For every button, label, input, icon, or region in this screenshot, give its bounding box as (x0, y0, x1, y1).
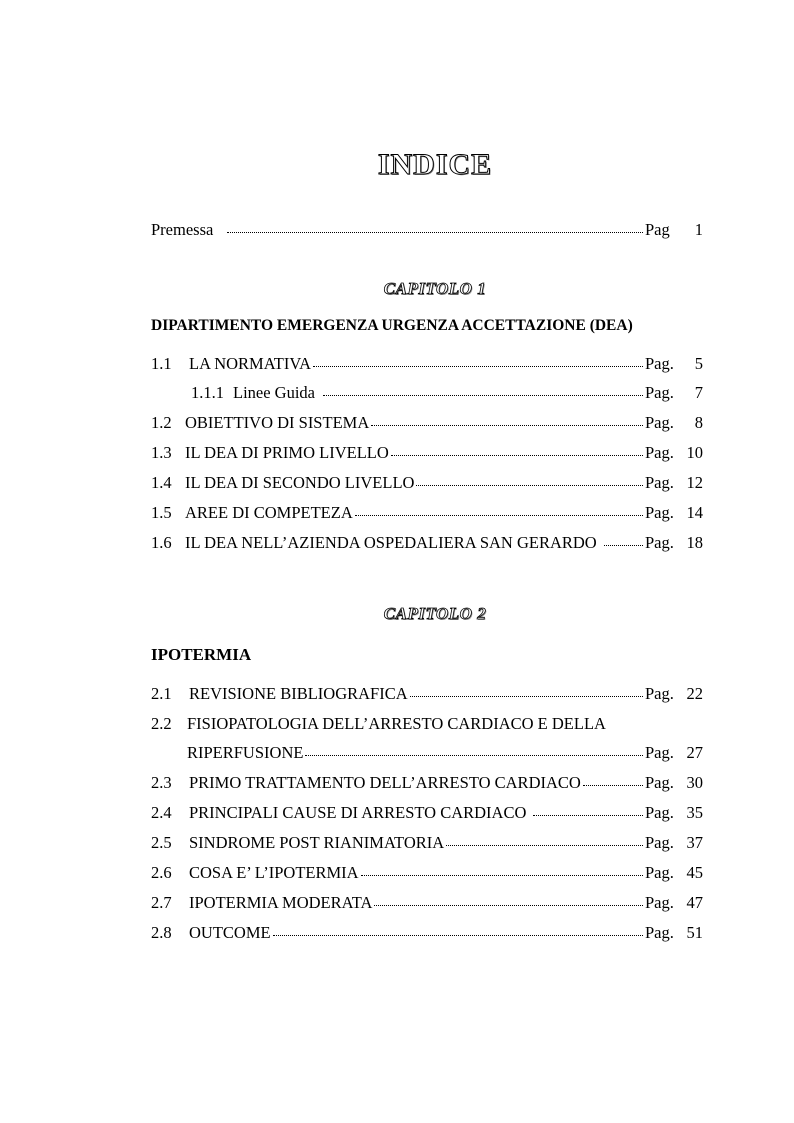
toc-entry-label: IL DEA DI SECONDO LIVELLO (185, 473, 415, 492)
toc-page-number: 1 (694, 220, 703, 239)
toc-entry-number: 2.8 (151, 923, 172, 942)
toc-entry-number: 2.1 (151, 684, 172, 703)
toc-page-number: 51 (686, 923, 703, 942)
toc-page-number: 22 (686, 684, 703, 703)
toc-pag-label: Pag. (645, 354, 674, 373)
chapter-1-heading: DIPARTIMENTO EMERGENZA URGENZA ACCETTAZIONE (DEA) (151, 317, 633, 334)
toc-entry-number: 1.4 (151, 473, 172, 492)
toc-entry[interactable] (151, 893, 703, 915)
toc-entry-number: 1.1.1 (191, 383, 224, 402)
toc-entry-number: 1.5 (151, 503, 172, 522)
toc-entry-label: LA NORMATIVA (189, 354, 312, 373)
toc-entry[interactable] (151, 354, 703, 376)
chapter-2-title: CAPITOLO 2 (383, 604, 487, 623)
dot-leader (391, 443, 643, 456)
page-title: INDICE (377, 148, 493, 181)
toc-entry-label: PRINCIPALI CAUSE DI ARRESTO CARDIACO (189, 803, 527, 822)
toc-page-number: 35 (686, 803, 703, 822)
toc-page-number: 7 (694, 383, 703, 402)
toc-entry-label: IL DEA DI PRIMO LIVELLO (185, 443, 389, 462)
toc-entry-number: 2.2 (151, 714, 172, 733)
toc-page-number: 30 (686, 773, 703, 792)
dot-leader (410, 684, 643, 697)
dot-leader (355, 503, 643, 516)
toc-entry-number: 1.2 (151, 413, 172, 432)
toc-pag-label: Pag. (645, 473, 674, 492)
toc-entry[interactable] (151, 413, 703, 435)
toc-entry[interactable] (151, 503, 703, 525)
toc-entry-number: 2.7 (151, 893, 172, 912)
toc-entry-number: 2.6 (151, 863, 172, 882)
toc-pag-label: Pag. (645, 833, 674, 852)
toc-page-number: 8 (694, 413, 703, 432)
toc-entry-label: SINDROME POST RIANIMATORIA (189, 833, 445, 852)
dot-leader (533, 803, 643, 816)
toc-entry[interactable] (151, 923, 703, 945)
toc-entry[interactable] (151, 684, 703, 706)
dot-leader (604, 533, 643, 546)
toc-entry-label: AREE DI COMPETEZA (185, 503, 353, 522)
chapter-1-title: CAPITOLO 1 (383, 279, 487, 298)
toc-pag-label: Pag. (645, 503, 674, 522)
toc-entry-label: RIPERFUSIONE (187, 743, 304, 762)
toc-entry-number: 2.5 (151, 833, 172, 852)
toc-entry-label: FISIOPATOLOGIA DELL’ARRESTO CARDIACO E DELLA (187, 714, 606, 733)
toc-pag-label: Pag. (645, 803, 674, 822)
toc-page-number: 5 (694, 354, 703, 373)
toc-entry-multiline[interactable] (151, 714, 606, 734)
toc-pag-label: Pag. (645, 863, 674, 882)
toc-page-number: 37 (686, 833, 703, 852)
dot-leader (323, 383, 643, 396)
toc-entry[interactable] (151, 833, 703, 855)
toc-entry-number: 2.4 (151, 803, 172, 822)
toc-entry[interactable] (151, 533, 703, 555)
toc-pag-label: Pag. (645, 684, 674, 703)
toc-entry-number: 1.3 (151, 443, 172, 462)
toc-entry-label: REVISIONE BIBLIOGRAFICA (189, 684, 408, 703)
dot-leader (416, 473, 643, 486)
toc-entry-number: 2.3 (151, 773, 172, 792)
toc-entry-label: Premessa (151, 220, 214, 239)
toc-entry-label: OUTCOME (189, 923, 271, 942)
dot-leader (374, 893, 643, 906)
toc-entry[interactable] (151, 773, 703, 795)
dot-leader (313, 354, 643, 367)
toc-entry-label: IL DEA NELL’AZIENDA OSPEDALIERA SAN GERARDO (185, 533, 597, 552)
dot-leader (273, 923, 643, 936)
toc-entry[interactable] (151, 863, 703, 885)
toc-entry-premessa[interactable] (151, 220, 703, 242)
toc-pag-label: Pag. (645, 413, 674, 432)
toc-entry-label: Linee Guida (233, 383, 316, 402)
toc-entry[interactable] (151, 803, 703, 825)
toc-page-number: 47 (686, 893, 703, 912)
toc-entry-continuation[interactable] (151, 743, 703, 765)
toc-entry-number: 1.1 (151, 354, 172, 373)
toc-entry-number: 1.6 (151, 533, 172, 552)
toc-pag-label: Pag. (645, 443, 674, 462)
dot-leader (583, 773, 643, 786)
toc-page-number: 10 (686, 443, 703, 462)
toc-entry-label: IPOTERMIA MODERATA (189, 893, 373, 912)
toc-page-number: 27 (686, 743, 703, 762)
toc-pag-label: Pag. (645, 743, 674, 762)
toc-page-number: 14 (686, 503, 703, 522)
dot-leader (227, 220, 643, 233)
toc-pag-label: Pag. (645, 383, 674, 402)
dot-leader (371, 413, 643, 426)
toc-entry-label: OBIETTIVO DI SISTEMA (185, 413, 370, 432)
toc-entry[interactable] (151, 473, 703, 495)
toc-entry[interactable] (151, 383, 703, 405)
dot-leader (446, 833, 643, 846)
toc-page-number: 18 (686, 533, 703, 552)
toc-pag-label: Pag. (645, 923, 674, 942)
toc-page-number: 12 (686, 473, 703, 492)
toc-pag-label: Pag. (645, 893, 674, 912)
toc-pag-label: Pag (645, 220, 670, 239)
chapter-2-heading: IPOTERMIA (151, 645, 252, 664)
dot-leader (361, 863, 643, 876)
toc-entry-label: COSA E’ L’IPOTERMIA (189, 863, 359, 882)
toc-entry-label: PRIMO TRATTAMENTO DELL’ARRESTO CARDIACO (189, 773, 581, 792)
toc-pag-label: Pag. (645, 533, 674, 552)
toc-page-number: 45 (686, 863, 703, 882)
toc-pag-label: Pag. (645, 773, 674, 792)
toc-entry[interactable] (151, 443, 703, 465)
dot-leader (305, 743, 643, 756)
